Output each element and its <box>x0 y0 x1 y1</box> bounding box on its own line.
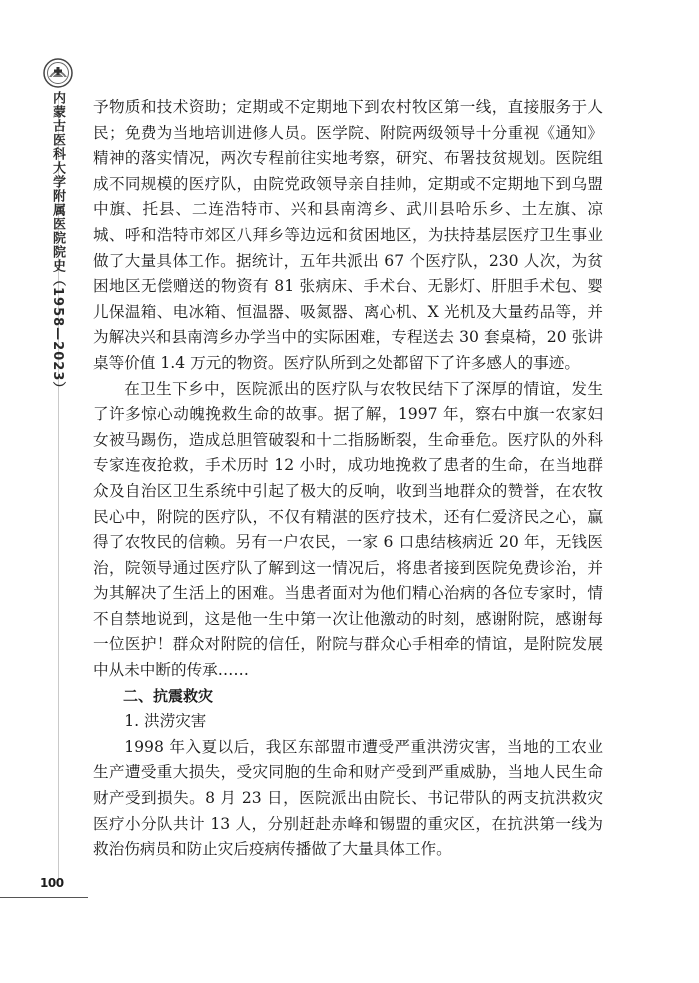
section-heading: 二、抗震救灾 <box>123 686 214 705</box>
running-title: 内蒙古医科大学附属医院院史（1958—2023） <box>50 91 65 396</box>
hospital-emblem-icon <box>43 58 73 88</box>
page-number: 100 <box>40 876 64 890</box>
paragraph-2: 在卫生下乡中，医院派出的医疗队与农牧民结下了深厚的情谊，发生了许多惊心动魄挽救生命的故事。据了解，1997 年，察右中旗一农家妇女被马踢伤，造成总胆管破裂和十二指肠断裂，生命垂危。医疗队的外科专家连夜抢救，手术历时 12 小时，成功地挽救了患者的生命，在当地群众及自治区卫生系统中引起了极大的反响，收到当地群众的赞誉，在农牧民心中，附院的医疗队，不仅有精湛的医疗技术，还有仁爱济民之心，赢得了农牧民的信赖。另有一户农民，一家 6 口患结核病近 20 年，无钱医治，院领导通过医疗队了解到这一情况后，将患者接到医院免费诊治，并为其解决了生活上的困难。当患者面对为他们精心治病的各位专家时，情不自禁地说到，这是他一生中第一次让他激动的时刻，感谢附院，感谢每一位医护！群众对附院的信任，附院与群众心手相牵的情谊，是附院发展中从未中断的传承…… <box>93 379 603 680</box>
paragraph-1: 予物质和技术资助；定期或不定期地下到农村牧区第一线，直接服务于人民；免费为当地培训进修人员。医学院、附院两级领导十分重视《通知》精神的落实情况，两次专程前往实地考察，研究、布署技贫规划。医院组成不同规模的医疗队，由院党政领导亲自挂帅，定期或不定期地下到乌盟中旗、托县、二连浩特市、兴和县南湾乡、武川县哈乐乡、土左旗、凉城、呼和浩特市郊区八拜乡等边远和贫困地区，为扶持基层医疗卫生事业做了大量具体工作。据统计，五年共派出 67 个医疗队，230 人次，为贫困地区无偿赠送的物资有 81 张病床、手术台、无影灯、肝胆手术包、婴儿保温箱、电冰箱、恒温器、吸氮器、离心机、X 光机及大量药品等，并为解决兴和县南湾乡办学当中的实际困难，专程送去 30 套桌椅，20 张讲桌等价值 1.4 万元的物资。医疗队所到之处都留下了许多感人的事迹。 <box>93 98 603 372</box>
subsection-heading: 1. 洪涝灾害 <box>124 712 207 731</box>
page-body <box>93 95 603 863</box>
footer-rule <box>0 897 88 898</box>
paragraph-3: 1998 年入夏以后，我区东部盟市遭受严重洪涝灾害，当地的工农业生产遭受重大损失，受灾同胞的生命和财产受到严重威胁，当地人民生命财产受到损失。8 月 23 日，医院派出由院长、书记带队的两支抗洪救灾医疗小分队共计 13 人，分别赶赴赤峰和锡盟的重灾区，在抗洪第一线为救治伤病员和防止灾后疫病传播做了大量具体工作。 <box>93 737 603 859</box>
